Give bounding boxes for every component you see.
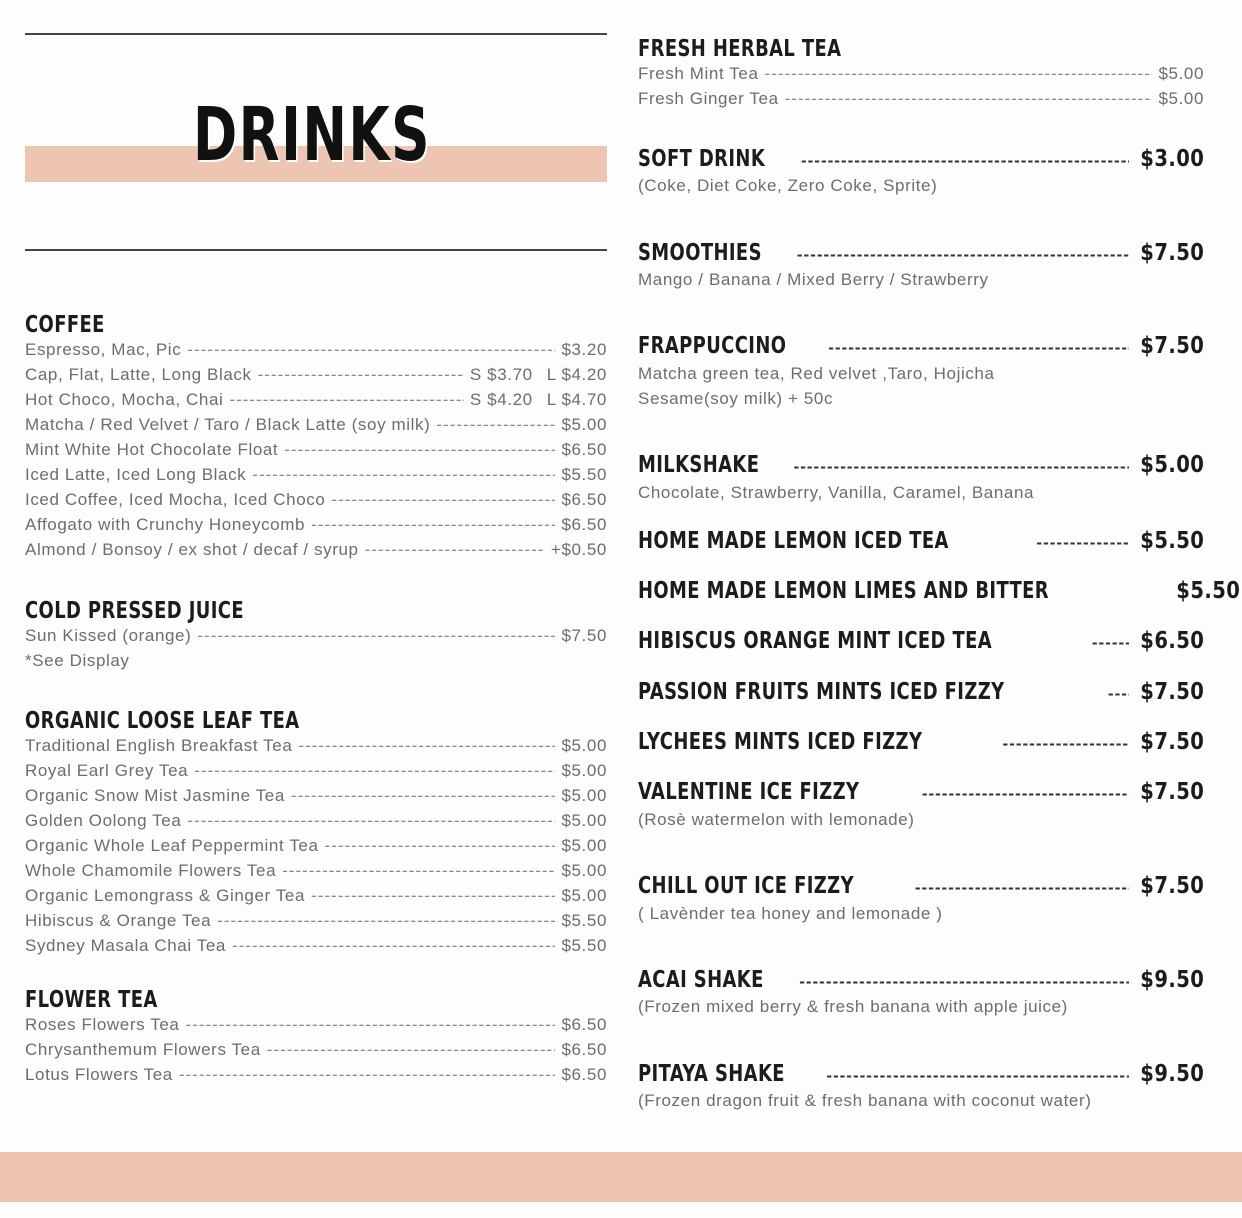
item-name: Whole Chamomile Flowers Tea	[25, 861, 277, 880]
item-name: HOME MADE LEMON LIMES AND BITTER	[638, 578, 1049, 604]
menu-item	[25, 886, 607, 911]
menu-item	[25, 861, 607, 886]
leader-dots	[291, 786, 556, 806]
item-name: Organic Whole Leaf Peppermint Tea	[25, 836, 319, 855]
leader-dots	[799, 972, 1129, 992]
menu-item	[25, 415, 607, 440]
item-price: $5.00	[561, 736, 607, 755]
leader-dots	[436, 415, 555, 435]
item-description: Matcha green tea, Red velvet ,Taro, Hojicha	[638, 364, 995, 383]
menu-item	[25, 626, 607, 651]
item-price: $5.00	[561, 836, 607, 855]
item-price: $6.50	[561, 1015, 607, 1034]
menu-item-lychees-fizzy	[638, 729, 1204, 755]
item-price: $9.50	[1140, 1061, 1204, 1087]
menu-item	[25, 811, 607, 836]
item-name: Affogato with Crunchy Honeycomb	[25, 515, 306, 534]
item-description: (Frozen mixed berry & fresh banana with apple juice)	[638, 997, 1068, 1016]
leader-dots	[801, 151, 1129, 171]
item-price: $7.50	[1140, 679, 1204, 705]
section-heading: FRESH HERBAL TEA	[638, 36, 842, 62]
item-price-small: S $4.20	[469, 390, 533, 409]
item-price: $7.50	[1140, 779, 1204, 805]
item-price: $6.50	[561, 1040, 607, 1059]
menu-item	[25, 936, 607, 961]
leader-dots	[1108, 684, 1129, 704]
menu-item	[25, 1040, 607, 1065]
menu-item	[25, 1015, 607, 1040]
item-price: $7.50	[561, 626, 607, 645]
item-price: $6.50	[561, 490, 607, 509]
item-name: Mint White Hot Chocolate Float	[25, 440, 279, 459]
item-name: Hot Choco, Mocha, Chai	[25, 390, 224, 409]
leader-dots	[258, 365, 464, 385]
page-title: DRINKS	[193, 92, 431, 178]
menu-item-acai-shake	[638, 967, 1204, 993]
item-description-extra: Sesame(soy milk) + 50c	[638, 389, 834, 408]
section-heading: COLD PRESSED JUICE	[25, 598, 244, 624]
leader-dots	[325, 836, 556, 856]
item-price: $7.50	[1140, 729, 1204, 755]
coffee-section	[25, 312, 607, 565]
item-name: SMOOTHIES	[638, 240, 762, 266]
item-name: Iced Latte, Iced Long Black	[25, 465, 247, 484]
menu-item	[25, 465, 607, 490]
menu-item-valentine-fizzy	[638, 779, 1204, 805]
item-description: (Coke, Diet Coke, Zero Coke, Sprite)	[638, 176, 938, 195]
menu-item	[25, 836, 607, 861]
item-name: MILKSHAKE	[638, 452, 760, 478]
item-price: $5.50	[561, 936, 607, 955]
leader-dots	[187, 811, 555, 831]
item-name: Golden Oolong Tea	[25, 811, 182, 830]
item-price: $6.50	[1140, 628, 1204, 654]
leader-dots	[311, 886, 555, 906]
menu-item-smoothies	[638, 240, 1204, 266]
section-heading: FLOWER TEA	[25, 987, 158, 1013]
item-name: Matcha / Red Velvet / Taro / Black Latte (soy milk)	[25, 415, 431, 434]
item-name: VALENTINE ICE FIZZY	[638, 779, 860, 805]
item-name: Hibiscus & Orange Tea	[25, 911, 212, 930]
menu-item	[638, 64, 1204, 89]
item-price: $7.50	[1140, 873, 1204, 899]
leader-dots	[794, 457, 1129, 477]
menu-item	[25, 540, 607, 565]
item-name: LYCHEES MINTS ICED FIZZY	[638, 729, 923, 755]
item-name: Chrysanthemum Flowers Tea	[25, 1040, 261, 1059]
leader-dots	[1003, 734, 1129, 754]
menu-item-soft-drink	[638, 146, 1204, 172]
item-price: $6.50	[561, 1065, 607, 1084]
leader-dots	[331, 490, 555, 510]
menu-item	[25, 736, 607, 761]
menu-item	[25, 340, 607, 365]
top-rule	[25, 33, 607, 35]
item-price: $5.00	[561, 861, 607, 880]
item-price: $6.50	[561, 440, 607, 459]
item-price: $5.50	[1176, 578, 1241, 604]
section-heading: COFFEE	[25, 312, 105, 338]
item-name: Sydney Masala Chai Tea	[25, 936, 226, 955]
item-price: $5.00	[561, 811, 607, 830]
item-name: Lotus Flowers Tea	[25, 1065, 173, 1084]
item-price: $5.00	[561, 786, 607, 805]
leader-dots	[194, 761, 555, 781]
item-price: $5.00	[561, 415, 607, 434]
menu-item	[25, 515, 607, 540]
item-name: Organic Snow Mist Jasmine Tea	[25, 786, 285, 805]
leader-dots	[915, 878, 1129, 898]
menu-item	[25, 365, 607, 390]
item-price: $3.00	[1140, 146, 1204, 172]
menu-item-lemon-iced-tea	[638, 528, 1204, 554]
section-heading: ORGANIC LOOSE LEAF TEA	[25, 708, 300, 734]
menu-item	[25, 786, 607, 811]
item-description: (Rosè watermelon with lemonade)	[638, 810, 915, 829]
item-name: Iced Coffee, Iced Mocha, Iced Choco	[25, 490, 326, 509]
leader-dots	[1036, 533, 1128, 553]
leader-dots	[267, 1040, 556, 1060]
leader-dots	[217, 911, 555, 931]
item-name: Almond / Bonsoy / ex shot / decaf / syrup	[25, 540, 359, 559]
footer-band	[0, 1152, 1242, 1202]
menu-item	[25, 390, 607, 415]
item-price: $7.50	[1140, 240, 1204, 266]
menu-item-passion-fizzy	[638, 679, 1204, 705]
item-price: $5.50	[561, 465, 607, 484]
item-name: Traditional English Breakfast Tea	[25, 736, 293, 755]
item-description: Mango / Banana / Mixed Berry / Strawberry	[638, 270, 989, 289]
leader-dots	[922, 784, 1129, 804]
menu-item	[25, 490, 607, 515]
leader-dots	[826, 1066, 1128, 1086]
leader-dots	[185, 1015, 555, 1035]
flower-tea-section	[25, 987, 607, 1090]
leader-dots	[311, 515, 555, 535]
leader-dots	[298, 736, 555, 756]
item-price: $6.50	[561, 515, 607, 534]
item-name: HIBISCUS ORANGE MINT ICED TEA	[638, 628, 992, 654]
leader-dots	[828, 338, 1129, 358]
item-price: +$0.50	[550, 540, 607, 559]
item-name: Roses Flowers Tea	[25, 1015, 180, 1034]
leader-dots	[252, 465, 555, 485]
item-name: FRAPPUCCINO	[638, 333, 787, 359]
leader-dots	[765, 64, 1153, 84]
juice-note: *See Display	[25, 651, 130, 670]
item-price: $5.00	[561, 886, 607, 905]
item-price: $5.00	[1158, 64, 1204, 83]
item-name: Espresso, Mac, Pic	[25, 340, 182, 359]
leader-dots	[284, 440, 555, 460]
item-name: Fresh Mint Tea	[638, 64, 759, 83]
item-name: PASSION FRUITS MINTS ICED FIZZY	[638, 679, 1005, 705]
leader-dots	[179, 1065, 556, 1085]
item-price-large: L $4.70	[546, 390, 607, 409]
menu-item-chill-out-fizzy	[638, 873, 1204, 899]
item-name: ACAI SHAKE	[638, 967, 764, 993]
item-description: Chocolate, Strawberry, Vanilla, Caramel, Banana	[638, 483, 1035, 502]
menu-item	[25, 761, 607, 786]
item-name: Sun Kissed (orange)	[25, 626, 192, 645]
menu-item	[638, 89, 1204, 114]
leader-dots	[797, 245, 1129, 265]
juice-section	[25, 598, 607, 676]
item-price: $5.00	[1158, 89, 1204, 108]
menu-item-pitaya-shake	[638, 1061, 1204, 1087]
herbal-tea-section	[638, 36, 1204, 114]
menu-item-hibiscus-tea	[638, 628, 1204, 654]
leader-dots	[229, 390, 463, 410]
menu-item	[25, 1065, 607, 1090]
item-name: SOFT DRINK	[638, 146, 766, 172]
item-price: $5.00	[561, 761, 607, 780]
item-name: Organic Lemongrass & Ginger Tea	[25, 886, 306, 905]
menu-item	[25, 911, 607, 936]
item-price: $7.50	[1140, 333, 1204, 359]
item-name: Royal Earl Grey Tea	[25, 761, 189, 780]
item-description: ( Lavènder tea honey and lemonade )	[638, 904, 943, 923]
item-price-small: S $3.70	[469, 365, 533, 384]
item-description: (Frozen dragon fruit & fresh banana with coconut water)	[638, 1091, 1092, 1110]
item-price-large: L $4.20	[546, 365, 607, 384]
loose-leaf-tea-section	[25, 708, 607, 961]
item-price: $5.50	[1140, 528, 1204, 554]
item-name: CHILL OUT ICE FIZZY	[638, 873, 854, 899]
menu-item-lemon-limes-bitter	[638, 578, 1241, 604]
item-name: HOME MADE LEMON ICED TEA	[638, 528, 949, 554]
item-name: Fresh Ginger Tea	[638, 89, 779, 108]
menu-item-frappuccino	[638, 333, 1204, 359]
menu-item	[25, 440, 607, 465]
leader-dots	[232, 936, 556, 956]
leader-dots	[1092, 633, 1129, 653]
leader-dots	[282, 861, 555, 881]
leader-dots	[365, 540, 545, 560]
item-price: $5.50	[561, 911, 607, 930]
item-price: $9.50	[1140, 967, 1204, 993]
item-price: $3.20	[561, 340, 607, 359]
menu-item-milkshake	[638, 452, 1204, 478]
leader-dots	[785, 89, 1153, 109]
leader-dots	[197, 626, 555, 646]
mid-rule	[25, 249, 607, 251]
item-name: PITAYA SHAKE	[638, 1061, 785, 1087]
leader-dots	[187, 340, 555, 360]
item-price: $5.00	[1140, 452, 1204, 478]
item-name: Cap, Flat, Latte, Long Black	[25, 365, 252, 384]
